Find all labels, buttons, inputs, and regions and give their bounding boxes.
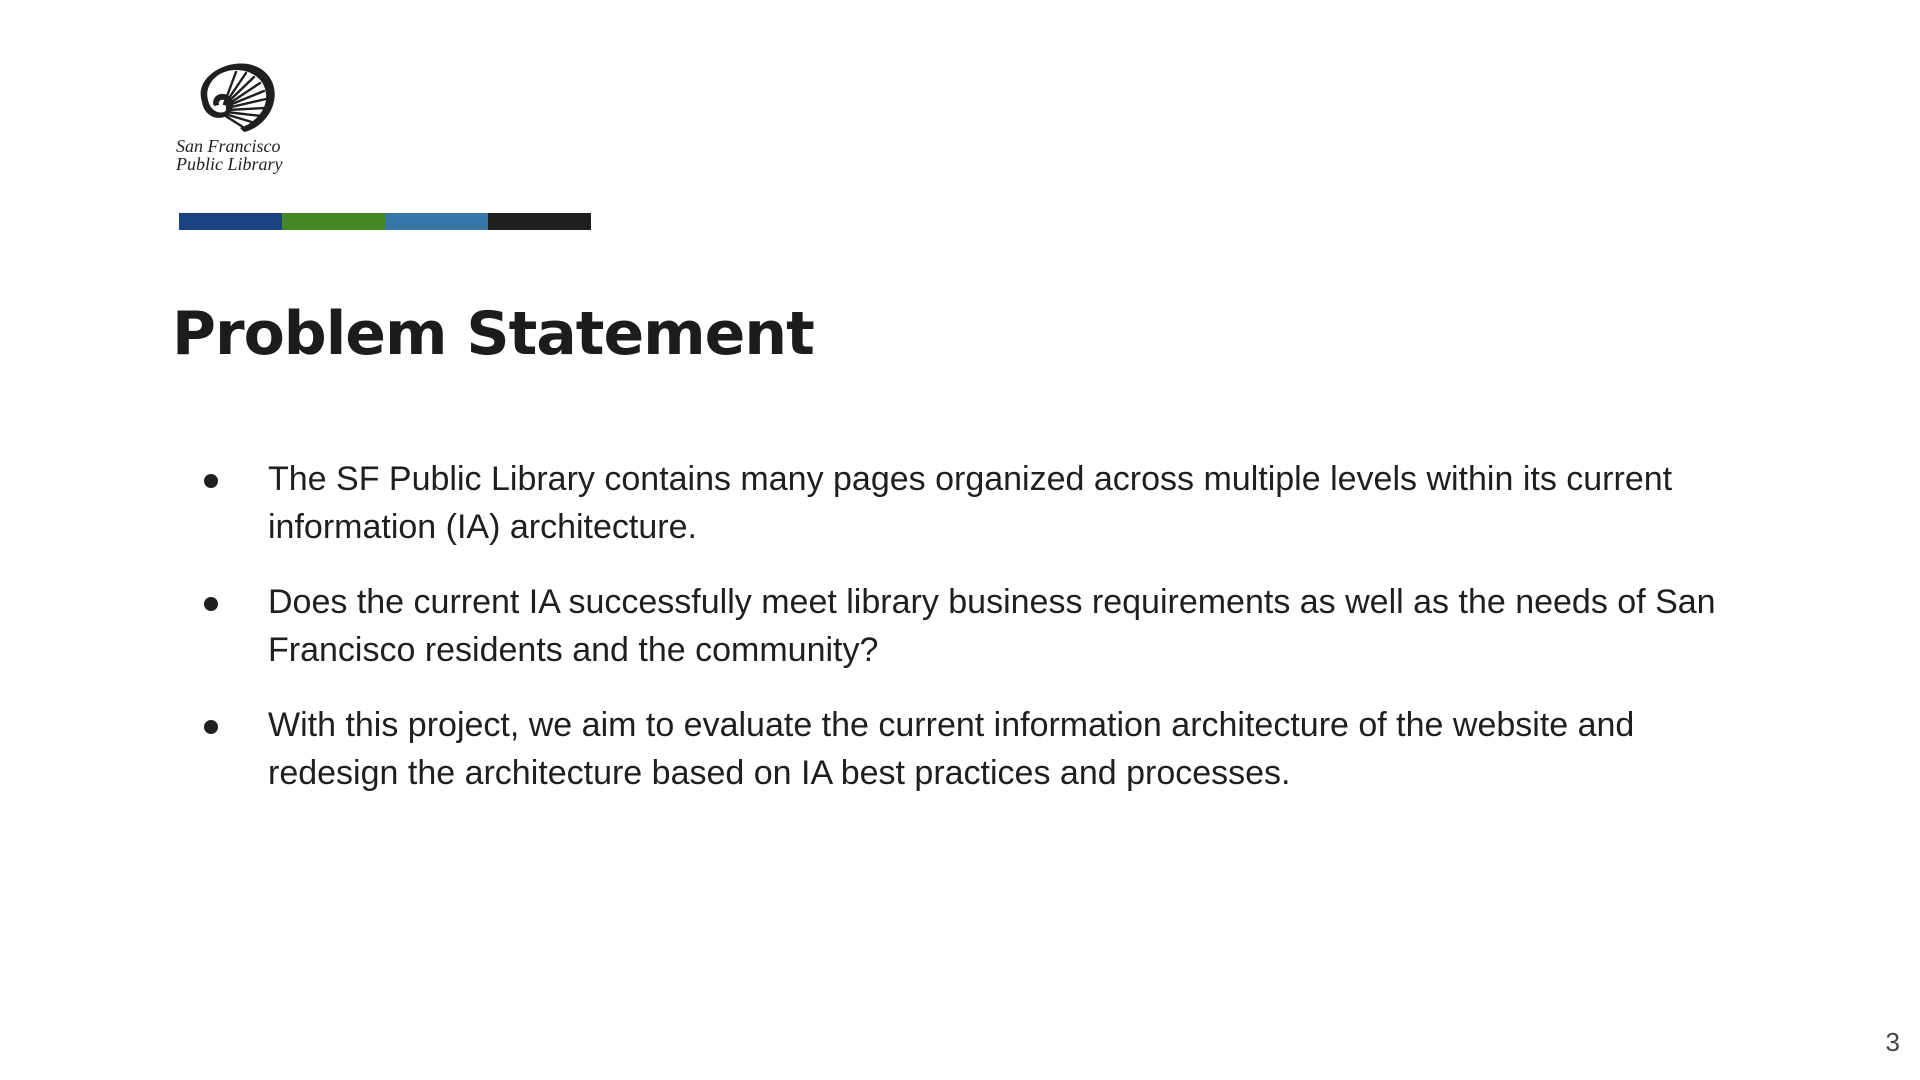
color-bar-segment-blue (179, 213, 282, 230)
logo-line-1: San Francisco (176, 136, 281, 156)
bullet-text: With this project, we aim to evaluate the current information architecture of the website and redesign the architecture based on IA best practices and processes. (268, 706, 1635, 792)
page-number: 3 (1885, 1027, 1900, 1057)
color-bar-segment-green (282, 213, 385, 230)
nautilus-icon (184, 58, 280, 134)
slide-title: Problem Statement (172, 299, 814, 369)
bullet-icon (204, 720, 218, 734)
logo-line-2: Public Library (176, 154, 283, 174)
bullet-item (200, 455, 1760, 551)
logo-wordmark (176, 137, 296, 173)
bullet-item (200, 701, 1760, 797)
sfpl-logo (176, 58, 286, 178)
color-bar-segment-light-blue (385, 213, 488, 230)
bullet-item (200, 578, 1760, 674)
bullet-icon (204, 597, 218, 611)
color-bar (179, 213, 591, 230)
bullet-text: Does the current IA successfully meet library business requirements as well as the needs of San Francisco residents and the community? (268, 583, 1716, 669)
bullet-icon (204, 474, 218, 488)
bullet-list (200, 455, 1760, 824)
color-bar-segment-black (488, 213, 591, 230)
bullet-text: The SF Public Library contains many pages organized across multiple levels within its current information (IA) architecture. (268, 460, 1673, 546)
